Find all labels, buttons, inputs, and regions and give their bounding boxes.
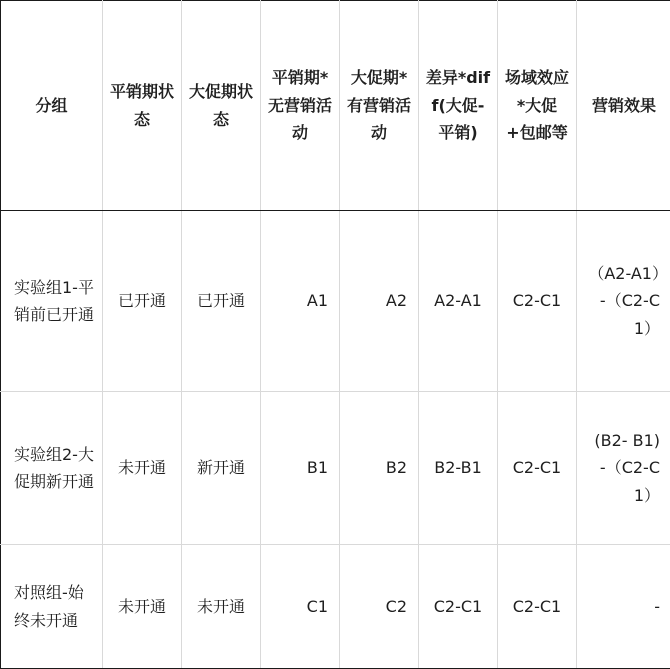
cell-marketing-effect: - bbox=[577, 545, 670, 669]
cell-group: 对照组-始终未开通 bbox=[1, 545, 103, 669]
cell-normal-status: 已开通 bbox=[103, 211, 182, 392]
cell-diff: A2-A1 bbox=[419, 211, 498, 392]
cell-promo-status: 已开通 bbox=[182, 211, 261, 392]
cell-normal-value: A1 bbox=[261, 211, 340, 392]
header-normal-status: 平销期状态 bbox=[103, 1, 182, 211]
cell-diff: C2-C1 bbox=[419, 545, 498, 669]
cell-promo-value: A2 bbox=[340, 211, 419, 392]
cell-marketing-effect: （A2-A1）-（C2-C1） bbox=[577, 211, 670, 392]
cell-field-effect: C2-C1 bbox=[498, 211, 577, 392]
cell-field-effect: C2-C1 bbox=[498, 545, 577, 669]
table-row bbox=[1, 211, 670, 392]
cell-promo-value: B2 bbox=[340, 392, 419, 545]
cell-group: 实验组2-大促期新开通 bbox=[1, 392, 103, 545]
header-marketing-effect: 营销效果 bbox=[577, 1, 670, 211]
cell-promo-status: 新开通 bbox=[182, 392, 261, 545]
cell-marketing-effect: (B2- B1) -（C2-C1） bbox=[577, 392, 670, 545]
cell-field-effect: C2-C1 bbox=[498, 392, 577, 545]
header-group: 分组 bbox=[1, 1, 103, 211]
cell-normal-status: 未开通 bbox=[103, 545, 182, 669]
cell-normal-status: 未开通 bbox=[103, 392, 182, 545]
header-normal-value: 平销期*无营销活动 bbox=[261, 1, 340, 211]
header-promo-value: 大促期*有营销活动 bbox=[340, 1, 419, 211]
table-row bbox=[1, 392, 670, 545]
table-header-row bbox=[1, 1, 670, 211]
header-field-effect: 场域效应*大促+包邮等 bbox=[498, 1, 577, 211]
cell-promo-status: 未开通 bbox=[182, 545, 261, 669]
cell-normal-value: B1 bbox=[261, 392, 340, 545]
header-diff: 差异*diff(大促-平销) bbox=[419, 1, 498, 211]
cell-diff: B2-B1 bbox=[419, 392, 498, 545]
table-row bbox=[1, 545, 670, 669]
cell-promo-value: C2 bbox=[340, 545, 419, 669]
cell-group: 实验组1-平销前已开通 bbox=[1, 211, 103, 392]
cell-normal-value: C1 bbox=[261, 545, 340, 669]
header-promo-status: 大促期状态 bbox=[182, 1, 261, 211]
